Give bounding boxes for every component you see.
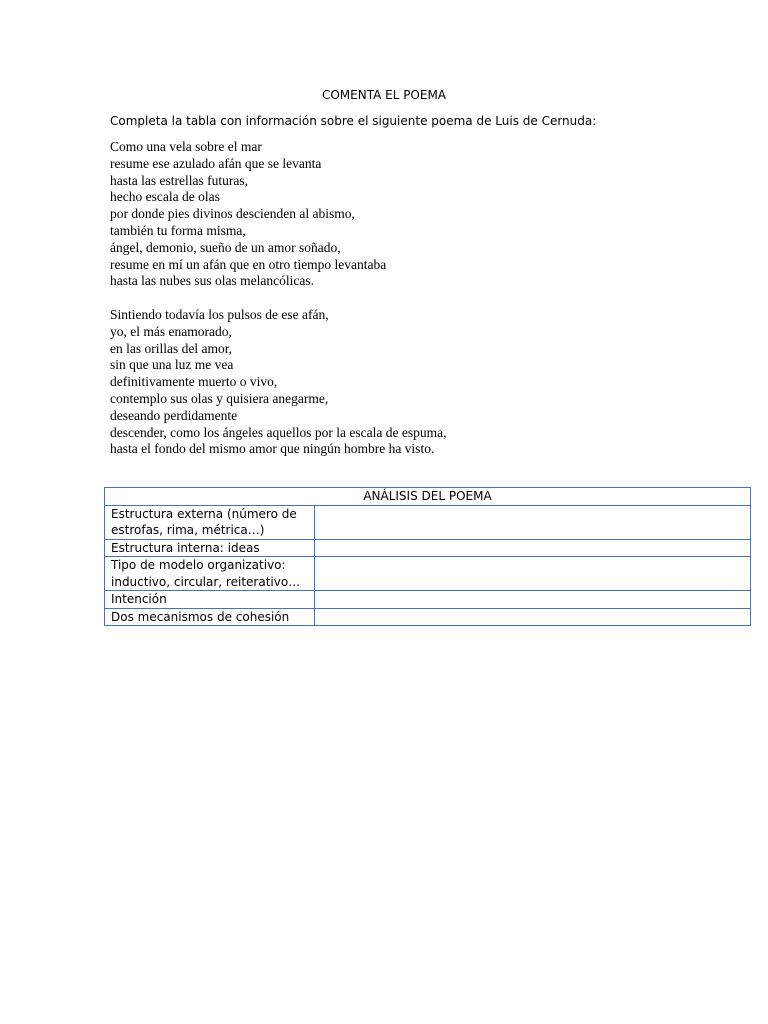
poem-verse: Como una vela sobre el mar (110, 139, 262, 154)
answer-cell-estructura-interna[interactable] (315, 539, 751, 557)
poem-verse: por donde pies divinos descienden al abismo, (110, 206, 355, 222)
poem (110, 139, 446, 458)
row-label-estructura-interna (105, 539, 315, 557)
document-title: COMENTA EL POEMA (321, 88, 447, 102)
analysis-table (104, 487, 751, 626)
poem-verse: yo, el más enamorado, (110, 323, 232, 339)
table-row (105, 539, 751, 557)
answer-cell-intencion[interactable] (315, 591, 751, 609)
poem-verse: resume ese azulado afán que se levanta (110, 155, 322, 171)
row-label-line: Dos mecanismos de cohesión (111, 609, 290, 624)
table-row (105, 608, 751, 626)
row-label-cohesion (105, 608, 315, 626)
poem-verse: Sintiendo todavía los pulsos de ese afán, (110, 306, 329, 322)
poem-verse: en las orillas del amor, (110, 340, 233, 356)
answer-cell-modelo-organizativo[interactable] (315, 557, 751, 591)
table-header-row (105, 488, 751, 506)
row-label-line: estrofas, rima, métrica…) (111, 523, 265, 537)
poem-verse: hecho escala de olas (110, 189, 220, 205)
row-label-line: Intención (111, 592, 167, 606)
poem-verse: hasta las estrellas futuras, (110, 172, 248, 188)
poem-verse: también tu forma misma, (110, 222, 246, 238)
poem-verse: deseando perdidamente (110, 407, 238, 423)
poem-verse: sin que una luz me vea (110, 357, 234, 373)
poem-verse: resume en mí un afán que en otro tiempo levantaba (110, 256, 387, 272)
table-row (105, 557, 751, 591)
answer-cell-cohesion[interactable] (315, 608, 751, 626)
row-label-estructura-externa (105, 505, 315, 539)
answer-cell-estructura-externa[interactable] (315, 505, 751, 539)
row-label-intencion (105, 591, 315, 609)
row-label-line: Estructura externa (número de (111, 506, 297, 521)
table-header: ANÁLISIS DEL POEMA (105, 488, 751, 506)
table-row (105, 505, 751, 539)
row-label-modelo-organizativo (105, 557, 315, 591)
poem-stanza-1 (110, 139, 446, 290)
poem-verse: ángel, demonio, sueño de un amor soñado, (110, 239, 341, 255)
poem-verse: descender, como los ángeles aquellos por la escala de espuma, (110, 424, 447, 440)
poem-stanza-2 (110, 307, 446, 458)
poem-verse: contemplo sus olas y quisiera anegarme, (110, 390, 329, 406)
row-label-line: Tipo de modelo organizativo: (111, 558, 286, 572)
table-row (105, 591, 751, 609)
poem-verse: definitivamente muerto o vivo, (110, 374, 278, 390)
row-label-line: Estructura interna: ideas (111, 540, 260, 555)
poem-verse: hasta las nubes sus olas melancólicas. (110, 273, 314, 289)
poem-verse: hasta el fondo del mismo amor que ningún hombre ha visto. (110, 441, 435, 457)
instructions-text: Completa la tabla con información sobre el siguiente poema de Luis de Cernuda: (110, 114, 597, 128)
row-label-line: inductivo, circular, reiterativo… (111, 574, 301, 589)
